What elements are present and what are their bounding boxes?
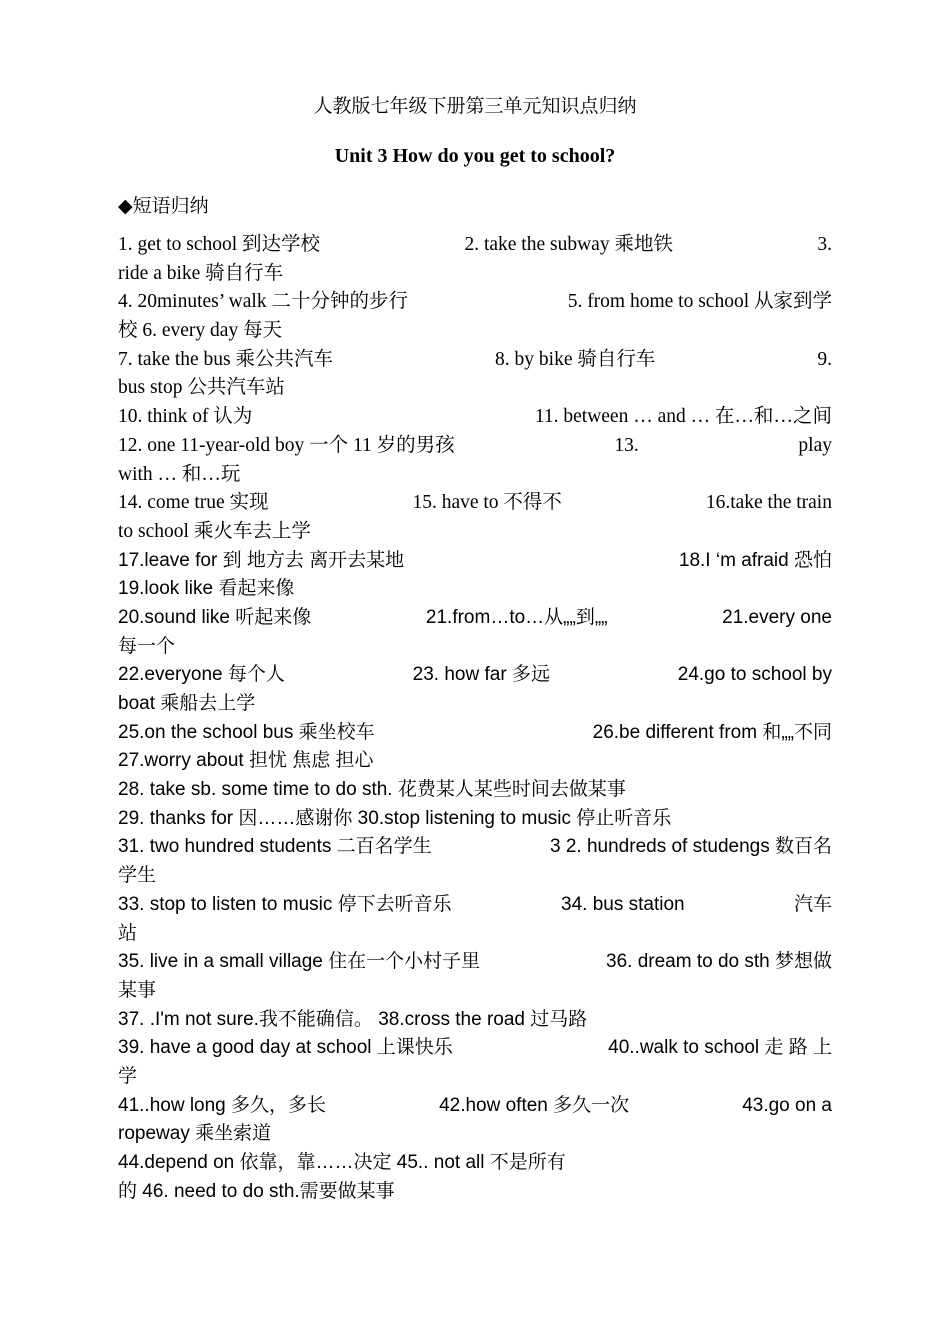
phrase-line [118, 776, 832, 805]
phrase-text: 28. take sb. some time to do sth. 花费某人某些时间去做某事 [118, 779, 626, 801]
phrase-text: 21.every one [722, 606, 832, 628]
phrase-line [118, 862, 832, 891]
phrase-text: 39. have a good day at school 上课快乐 [118, 1037, 453, 1059]
phrase-line [118, 231, 832, 260]
phrase-text: 某事 [118, 979, 157, 1001]
phrase-line [118, 833, 832, 862]
phrase-text: play [798, 434, 832, 456]
phrase-text: 学生 [118, 865, 157, 887]
phrase-line [118, 977, 832, 1006]
phrase-text: with … 和…玩 [118, 463, 241, 485]
unit-title: Unit 3 How do you get to school? [334, 145, 616, 167]
document-title: 人教版七年级下册第三单元知识点归纳 [313, 95, 637, 117]
phrase-line [118, 260, 832, 289]
phrase-line [118, 1092, 832, 1121]
phrase-text: 站 [118, 922, 138, 944]
phrase-line [118, 547, 832, 576]
phrase-text: ropeway 乘坐索道 [118, 1123, 272, 1145]
phrase-text: 8. by bike 骑自行车 [495, 348, 656, 370]
phrase-text: 37. .I'm not sure.我不能确信。 38.cross the road 过马路 [118, 1008, 588, 1030]
phrase-line [118, 461, 832, 490]
phrase-text: 17.leave for 到 地方去 离开去某地 [118, 549, 405, 571]
phrase-text: 22.everyone 每个人 [118, 664, 285, 686]
phrase-line [118, 403, 832, 432]
phrase-text: 每一个 [118, 635, 176, 657]
phrase-list [118, 231, 832, 1206]
document-page [118, 90, 832, 1206]
phrase-line [118, 1120, 832, 1149]
phrase-text: 44.depend on 依靠，靠……决定 45.. not all 不是所有 [118, 1152, 566, 1173]
phrase-text: 21.from…to…从„„到„„ [425, 606, 608, 628]
phrase-text: 42.how often 多久一次 [439, 1094, 630, 1116]
phrase-line [118, 690, 832, 719]
phrase-text: 26.be different from 和„„不同 [592, 721, 832, 743]
phrase-line [118, 489, 832, 518]
phrase-text: boat 乘船去上学 [118, 693, 256, 714]
phrase-text: 4. 20minutes’ walk 二十分钟的步行 [118, 291, 408, 313]
phrase-text: 25.on the school bus 乘坐校车 [118, 721, 375, 743]
phrase-line [118, 432, 832, 461]
phrase-line [118, 1034, 832, 1063]
phrase-text: 14. come true 实现 [118, 492, 269, 514]
phrase-line [118, 747, 832, 776]
phrase-line [118, 891, 832, 920]
phrase-text: 36. dream to do sth 梦想做 [606, 951, 832, 973]
phrase-text: 的 46. need to do sth.需要做某事 [118, 1180, 395, 1202]
phrase-line [118, 604, 832, 633]
phrase-text: 3. [817, 234, 832, 255]
phrase-line [118, 661, 832, 690]
phrase-text: 27.worry about 担忧 焦虑 担心 [118, 750, 374, 772]
phrase-text: 18.I ‘m afraid 恐怕 [678, 549, 832, 571]
phrase-line [118, 1006, 832, 1035]
phrase-line [118, 633, 832, 662]
phrase-text: bus stop 公共汽车站 [118, 377, 285, 399]
phrase-line [118, 805, 832, 834]
phrase-text: 40..walk to school 走 路 上 [608, 1037, 832, 1059]
phrase-text: 15. have to 不得不 [412, 492, 562, 514]
phrase-text: 5. from home to school 从家到学 [567, 291, 832, 313]
phrase-line [118, 920, 832, 949]
phrase-text: 29. thanks for 因……感谢你 30.stop listening to music 停止听音乐 [118, 807, 672, 829]
phrase-text: 41..how long 多久，多长 [118, 1094, 327, 1116]
phrase-text: 12. one 11-year-old boy 一个 11 岁的男孩 [118, 434, 455, 456]
phrase-line [118, 518, 832, 547]
phrase-text: 43.go on a [742, 1094, 832, 1116]
phrase-text: 19.look like 看起来像 [118, 578, 295, 600]
phrase-text: 24.go to school by [677, 664, 832, 686]
phrase-text: 35. live in a small village 住在一个小村子里 [118, 951, 481, 973]
phrase-text: to school 乘火车去上学 [118, 520, 311, 542]
phrase-line [118, 288, 832, 317]
phrase-text: 2. take the subway 乘地铁 [464, 234, 673, 255]
phrase-text: 学 [118, 1065, 138, 1087]
phrase-line [118, 575, 832, 604]
phrase-text: 7. take the bus 乘公共汽车 [118, 348, 334, 370]
phrase-line [118, 1149, 832, 1178]
phrase-text: ride a bike 骑自行车 [118, 262, 284, 284]
phrase-text: 13. [614, 434, 639, 456]
phrase-line [118, 374, 832, 403]
phrase-text: 31. two hundred students 二百名学生 [118, 836, 432, 858]
phrase-text: 11. between … and … 在…和…之间 [534, 406, 832, 428]
phrase-line [118, 317, 832, 346]
phrase-line [118, 719, 832, 748]
phrase-text: 校 6. every day 每天 [118, 320, 283, 342]
phrase-text: 9. [817, 348, 832, 370]
phrase-text: 1. get to school 到达学校 [118, 234, 321, 255]
phrase-line [118, 1063, 832, 1092]
phrase-line [118, 948, 832, 977]
phrase-text: 20.sound like 听起来像 [118, 606, 312, 628]
phrase-text: 10. think of 认为 [118, 406, 253, 428]
section-heading: ◆短语归纳 [118, 195, 209, 217]
phrase-text: 汽车 [793, 893, 832, 915]
phrase-text: 23. how far 多远 [412, 664, 550, 686]
phrase-text: 16.take the train [705, 492, 832, 514]
phrase-text: 3 2. hundreds of studengs 数百名 [550, 836, 832, 858]
phrase-text: 34. bus station [561, 893, 685, 915]
phrase-line [118, 346, 832, 375]
phrase-text: 33. stop to listen to music 停下去听音乐 [118, 893, 452, 915]
phrase-line [118, 1178, 832, 1207]
